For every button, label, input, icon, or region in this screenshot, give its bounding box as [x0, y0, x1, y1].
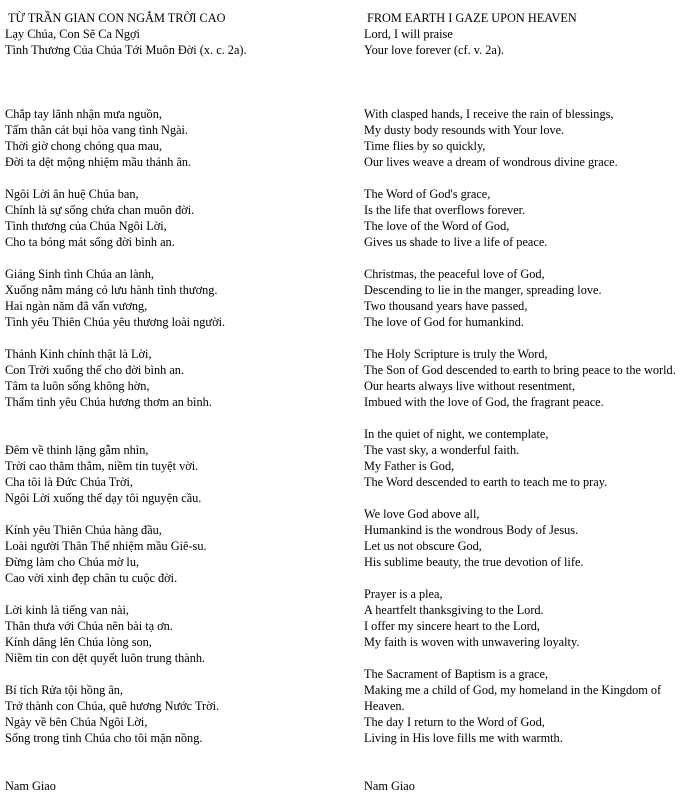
- verse-line: Tâm ta luôn sống không hờn,: [5, 379, 150, 393]
- vietnamese-poem: [5, 10, 350, 794]
- verse-line: Ngôi Lời ân huệ Chúa ban,: [5, 187, 139, 201]
- verse-line: Prayer is a plea,: [364, 587, 443, 601]
- verse-line: Giáng Sinh tình Chúa an lành,: [5, 267, 154, 281]
- verse-line: Time flies by so quickly,: [364, 139, 486, 153]
- stanza: [364, 426, 682, 490]
- verse-line: The love of God for humankind.: [364, 315, 524, 329]
- verse-line: A heartfelt thanksgiving to the Lord.: [364, 603, 544, 617]
- verse-line: The Word descended to earth to teach me to pray.: [364, 475, 608, 489]
- verse-line: Thời giờ chong chóng qua mau,: [5, 139, 163, 153]
- verse-line: Lời kinh là tiếng van nài,: [5, 603, 129, 617]
- verse-line: Tình thương của Chúa Ngôi Lời,: [5, 219, 167, 233]
- verse-line: His sublime beauty, the true devotion of life.: [364, 555, 584, 569]
- verse-line: Cao vời xinh đẹp chân tu cuộc đời.: [5, 571, 178, 585]
- verse-line: Descending to lie in the manger, spreading love.: [364, 283, 602, 297]
- stanza: [5, 266, 350, 330]
- verse-line: Con Trời xuống thế cho đời bình an.: [5, 363, 185, 377]
- verse-line: Is the life that overflows forever.: [364, 203, 526, 217]
- verse-line: Đừng làm cho Chúa mờ lu,: [5, 555, 140, 569]
- verse-line: Cho ta bóng mát sống đời bình an.: [5, 235, 175, 249]
- verse-line: Our hearts always live without resentment,: [364, 379, 576, 393]
- verse-line: The Holy Scripture is truly the Word,: [364, 347, 548, 361]
- verse-line: Tình yêu Thiên Chúa yêu thương loài người.: [5, 315, 226, 329]
- verse-line: Humankind is the wondrous Body of Jesus.: [364, 523, 579, 537]
- verse-line: Cha tôi là Đức Chúa Trời,: [5, 475, 133, 489]
- verse-line: With clasped hands, I receive the rain of blessings,: [364, 107, 614, 121]
- verse-line: Chắp tay lãnh nhận mưa nguồn,: [5, 107, 162, 121]
- verse-line: The love of the Word of God,: [364, 219, 510, 233]
- verse-line: Tấm thân cát bụi hòa vang tình Ngài.: [5, 123, 189, 137]
- verse-line: Kính yêu Thiên Chúa hàng đầu,: [5, 523, 162, 537]
- verse-line: Kính dâng lên Chúa lòng son,: [5, 635, 152, 649]
- verse-line: Thân thưa với Chúa nên bài tạ ơn.: [5, 619, 173, 633]
- verse-line: Trở thành con Chúa, quê hương Nước Trời.: [5, 699, 220, 713]
- stanza: [5, 522, 350, 586]
- stanza: [5, 106, 350, 170]
- verse-line: Đời ta dệt mộng nhiệm mầu thánh ân.: [5, 155, 192, 169]
- stanza: [364, 346, 682, 410]
- verse-line: Chính là sự sống chứa chan muôn đời.: [5, 203, 195, 217]
- verse-line: Niềm tin con dệt quyết luôn trung thành.: [5, 651, 206, 665]
- author-signature: Nam Giao: [5, 779, 56, 793]
- verse-line: My dusty body resounds with Your love.: [364, 123, 565, 137]
- english-poem: [364, 10, 682, 794]
- verse-line: Hai ngàn năm đã vấn vương,: [5, 299, 148, 313]
- verse-line: Thấm tình yêu Chúa hương thơm an bình.: [5, 395, 212, 409]
- poem-title-vi: TỪ TRẦN GIAN CON NGẮM TRỜI CAO: [8, 11, 226, 25]
- verse-line: The Word of God's grace,: [364, 187, 491, 201]
- verse-line: Gives us shade to live a life of peace.: [364, 235, 548, 249]
- verse-line: Ngày về bên Chúa Ngôi Lời,: [5, 715, 148, 729]
- intro-line: Lạy Chúa, Con Sẽ Ca Ngợi: [5, 27, 140, 41]
- stanza: [364, 106, 682, 170]
- verse-line: Loài người Thân Thể nhiệm mầu Giê-su.: [5, 539, 207, 553]
- verse-line: Bí tích Rửa tội hồng ân,: [5, 683, 124, 697]
- stanza: [5, 602, 350, 666]
- verse-line: The Sacrament of Baptism is a grace,: [364, 667, 549, 681]
- stanza: [5, 682, 350, 746]
- verse-line: The vast sky, a wonderful faith.: [364, 443, 520, 457]
- stanza: [364, 266, 682, 330]
- verse-line: Imbued with the love of God, the fragrant peace.: [364, 395, 604, 409]
- stanza: [364, 586, 682, 650]
- verse-line: My faith is woven with unwavering loyalty.: [364, 635, 580, 649]
- stanza: [5, 186, 350, 250]
- verse-line: Trời cao thăm thẳm, niềm tin tuyệt vời.: [5, 459, 199, 473]
- verse-line: Let us not obscure God,: [364, 539, 482, 553]
- verse-line: Ngôi Lời xuống thế dạy tôi nguyện cầu.: [5, 491, 202, 505]
- verse-line: Living in His love fills me with warmth.: [364, 731, 563, 745]
- poem-title-en: FROM EARTH I GAZE UPON HEAVEN: [367, 11, 577, 25]
- verse-line: We love God above all,: [364, 507, 480, 521]
- verse-line: Đêm về thinh lặng gẫm nhìn,: [5, 443, 149, 457]
- verse-line: I offer my sincere heart to the Lord,: [364, 619, 540, 633]
- verse-line: Xuống nằm máng cỏ lưu hành tình thương.: [5, 283, 218, 297]
- verse-line: The day I return to the Word of God,: [364, 715, 545, 729]
- intro-line: Your love forever (cf. v. 2a).: [364, 43, 505, 57]
- stanza: [5, 442, 350, 506]
- verse-line: The Son of God descended to earth to bring peace to the world.: [364, 363, 676, 377]
- intro-line: Lord, I will praise: [364, 27, 453, 41]
- author-signature: Nam Giao: [364, 779, 415, 793]
- verse-line: Two thousand years have passed,: [364, 299, 528, 313]
- verse-line: Sống trong tình Chúa cho tôi mặn nồng.: [5, 731, 203, 745]
- stanza: [5, 346, 350, 410]
- verse-line: My Father is God,: [364, 459, 455, 473]
- stanza: [364, 506, 682, 570]
- verse-line: Making me a child of God, my homeland in the Kingdom of Heaven.: [364, 683, 662, 713]
- verse-line: In the quiet of night, we contemplate,: [364, 427, 549, 441]
- stanza: [364, 666, 682, 746]
- intro-line: Tình Thương Của Chúa Tới Muôn Đời (x. c. 2a).: [5, 43, 247, 57]
- verse-line: Our lives weave a dream of wondrous divine grace.: [364, 155, 618, 169]
- verse-line: Thánh Kinh chính thật là Lời,: [5, 347, 152, 361]
- verse-line: Christmas, the peaceful love of God,: [364, 267, 545, 281]
- stanza: [364, 186, 682, 250]
